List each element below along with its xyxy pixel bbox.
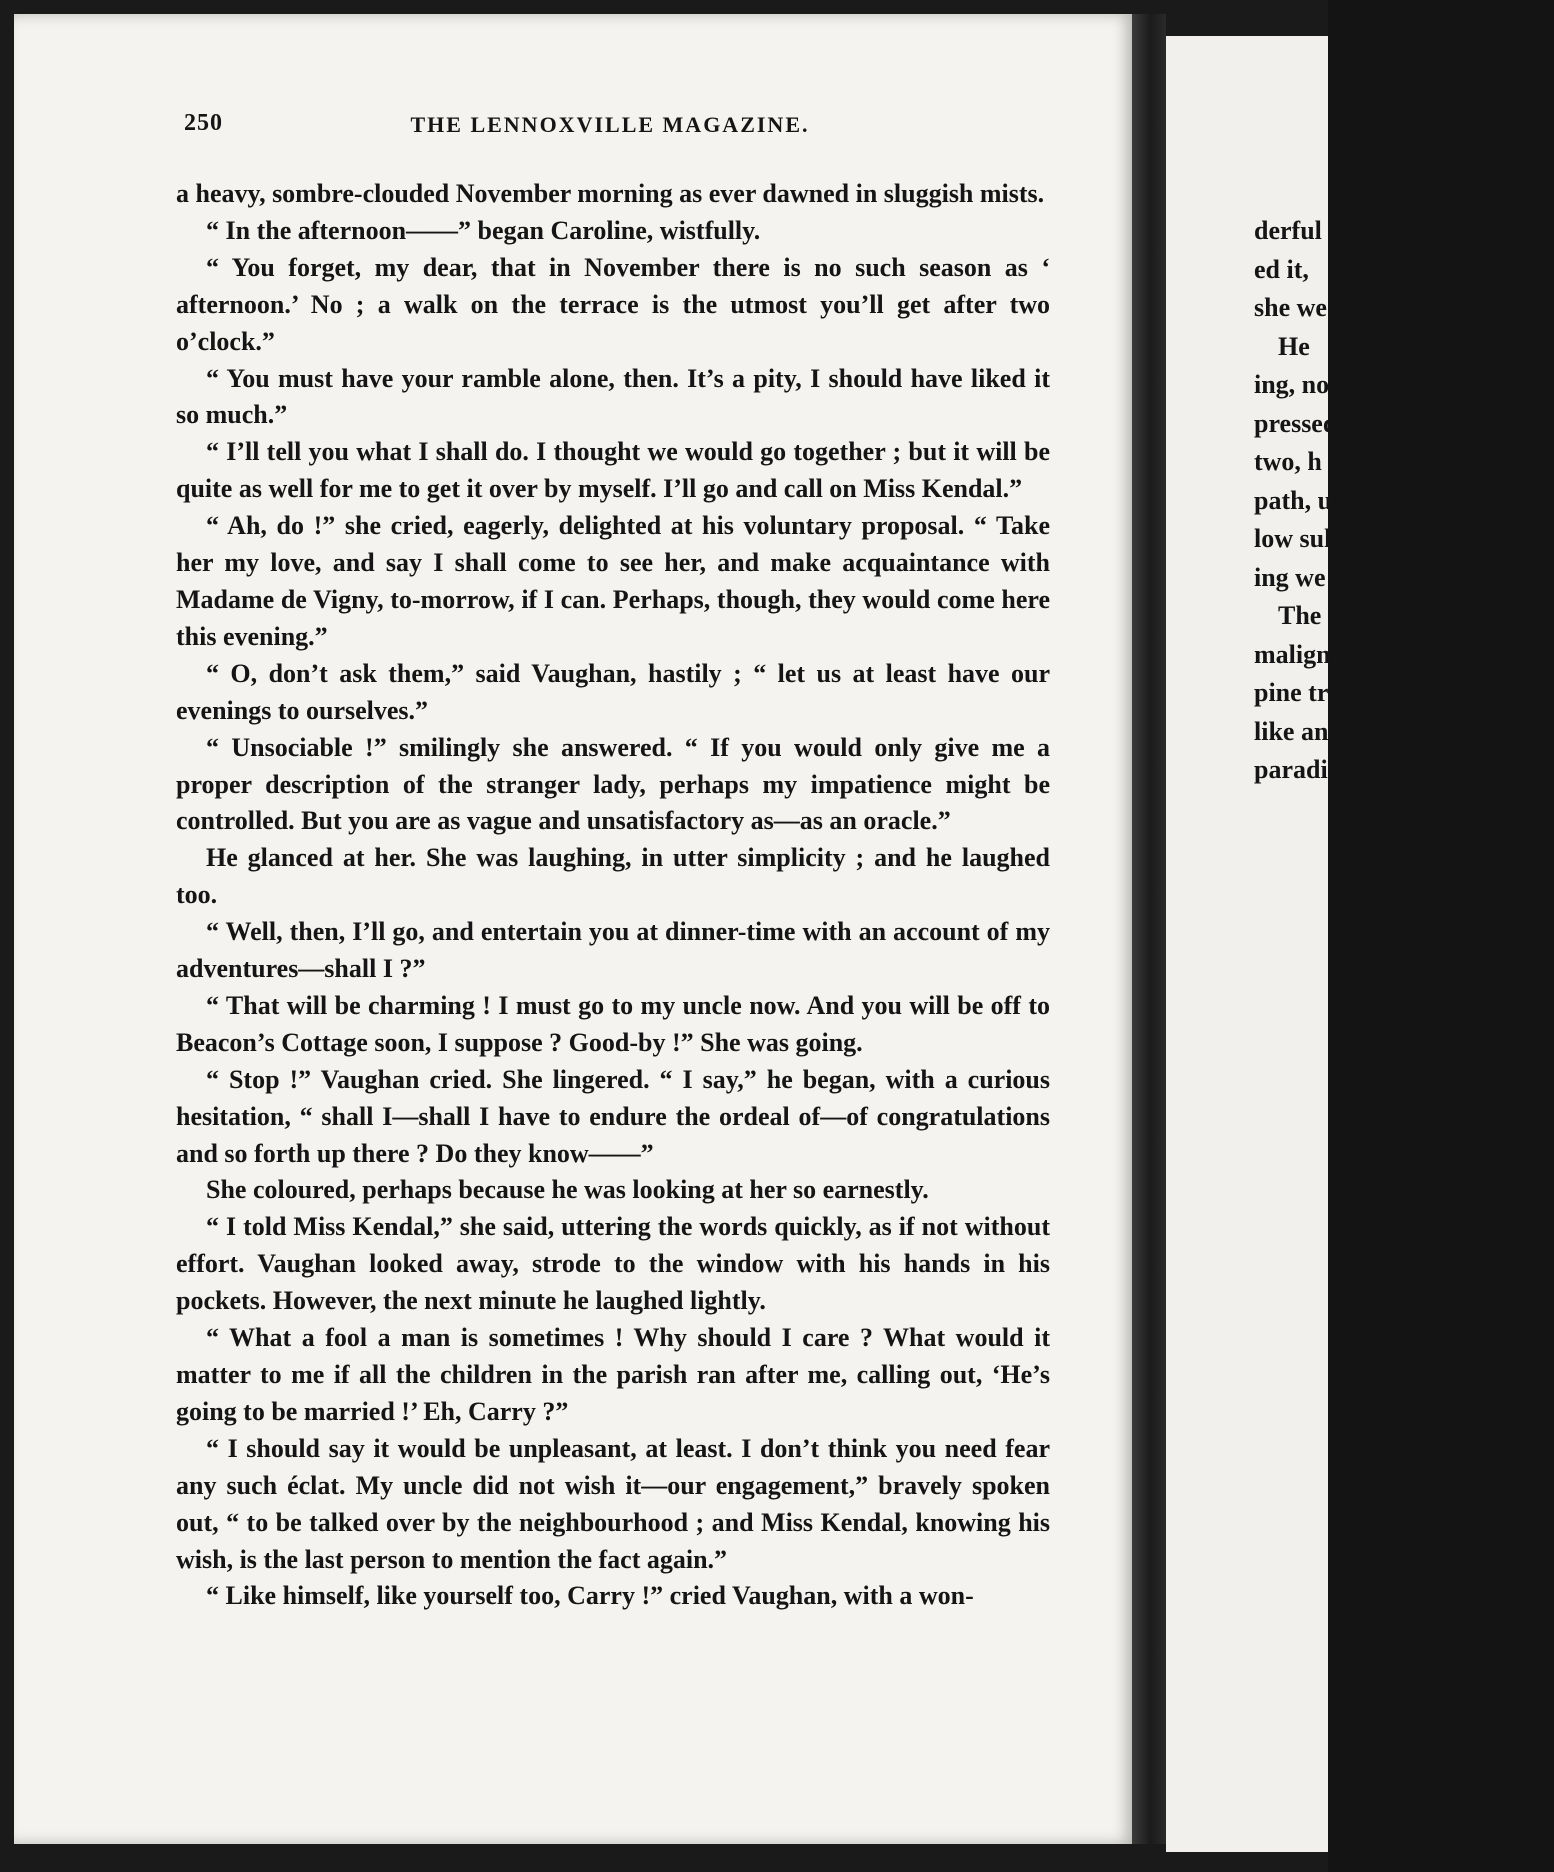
paragraph: “ Ah, do !” she cried, eagerly, delighted at his voluntary proposal. “ Take her my love, and say I shall come to see her, and make acquaintance with Madame de Vigny, to-morrow, if I can. Perhaps, though, they would come here this evening.”	[176, 511, 1050, 651]
right-page-line: pine tre	[1254, 678, 1340, 707]
right-page-line: low sul	[1254, 524, 1332, 553]
paragraph: “ O, don’t ask them,” said Vaughan, hastily ; “ let us at least have our evenings to ourselves.”	[176, 658, 1050, 725]
paragraph: “ You forget, my dear, that in November there is no such season as ‘ afternoon.’ No ; a walk on the terrace is the utmost you’ll get after two o’clock.”	[176, 252, 1050, 356]
right-page-text	[1254, 212, 1554, 790]
running-head	[170, 110, 1050, 150]
right-page-line: ing, no	[1254, 370, 1330, 399]
magazine-title: THE LENNOXVILLE MAGAZINE.	[410, 112, 810, 137]
right-page-line: He	[1278, 331, 1310, 361]
paragraph: She coloured, perhaps because he was looking at her so earnestly.	[206, 1175, 929, 1205]
paragraph: a heavy, sombre-clouded November morning as ever dawned in sluggish mists.	[176, 179, 1045, 208]
paragraph: “ In the afternoon——” began Caroline, wistfully.	[206, 215, 761, 245]
paragraph: “ What a fool a man is sometimes ! Why should I care ? What would it matter to me if all the children in the parish ran after me, calling out, ‘He’s going to be married !’ Eh, Carry ?”	[176, 1323, 1050, 1426]
paragraph: “ Unsociable !” smilingly she answered. “ If you would only give me a proper description of the stranger lady, perhaps my impatience might be controlled. But you are as vague and unsatisfactory as—as an oracle.”	[176, 732, 1050, 836]
right-page-line: derful	[1254, 216, 1322, 245]
paragraph: “ That will be charming ! I must go to my uncle now. And you will be off to Beacon’s Cottage soon, I suppose ? Good-by !” She was going.	[176, 990, 1050, 1057]
right-page	[1166, 36, 1340, 1852]
paragraph: “ I should say it would be unpleasant, at least. I don’t think you need fear any such éclat. My uncle did not wish it—our engagement,” bravely spoken out, “ to be talked over by the neighbourhood ; and Miss Kendal, knowing his wish, is the last person to mention the fact again.”	[176, 1433, 1050, 1574]
right-page-line: pressed	[1254, 408, 1338, 438]
body-text	[176, 176, 1050, 1615]
paragraph: “ I told Miss Kendal,” she said, uttering the words quickly, as if not without effort. Vaughan looked away, strode to the window with his hands in his pockets. However, the next minute he laughed lightly.	[176, 1212, 1050, 1316]
right-page-line: paradis	[1254, 755, 1338, 784]
right-page-line: she we	[1254, 293, 1327, 322]
paragraph: He glanced at her. She was laughing, in utter simplicity ; and he laughed too.	[176, 843, 1050, 910]
right-page-line: path, u	[1254, 485, 1333, 515]
paragraph: “ Stop !” Vaughan cried. She lingered. “ I say,” he began, with a curious hesitation, “ shall I—shall I have to endure the ordeal of—of congratulations and so forth up there ? Do they know——”	[176, 1064, 1050, 1168]
book-gutter	[1132, 14, 1166, 1844]
paragraph: “ Like himself, like yourself too, Carry !” cried Vaughan, with a won-	[206, 1581, 974, 1611]
paragraph: “ Well, then, I’ll go, and entertain you at dinner-time with an account of my adventures—shall I ?”	[176, 917, 1050, 984]
right-page-line: The	[1278, 601, 1322, 630]
paragraph: “ You must have your ramble alone, then. It’s a pity, I should have liked it so much.”	[176, 363, 1050, 430]
paragraph: “ I’ll tell you what I shall do. I thought we would go together ; but it will be quite as well for me to get it over by myself. I’ll go and call on Miss Kendal.”	[176, 437, 1050, 504]
right-page-line: two, h	[1254, 447, 1322, 476]
right-page-line: maligni	[1254, 639, 1338, 669]
right-page-line: ed it,	[1254, 254, 1309, 284]
right-page-line: ing we	[1254, 562, 1326, 592]
page-number: 250	[184, 110, 223, 136]
right-page-line: like an	[1254, 716, 1329, 746]
